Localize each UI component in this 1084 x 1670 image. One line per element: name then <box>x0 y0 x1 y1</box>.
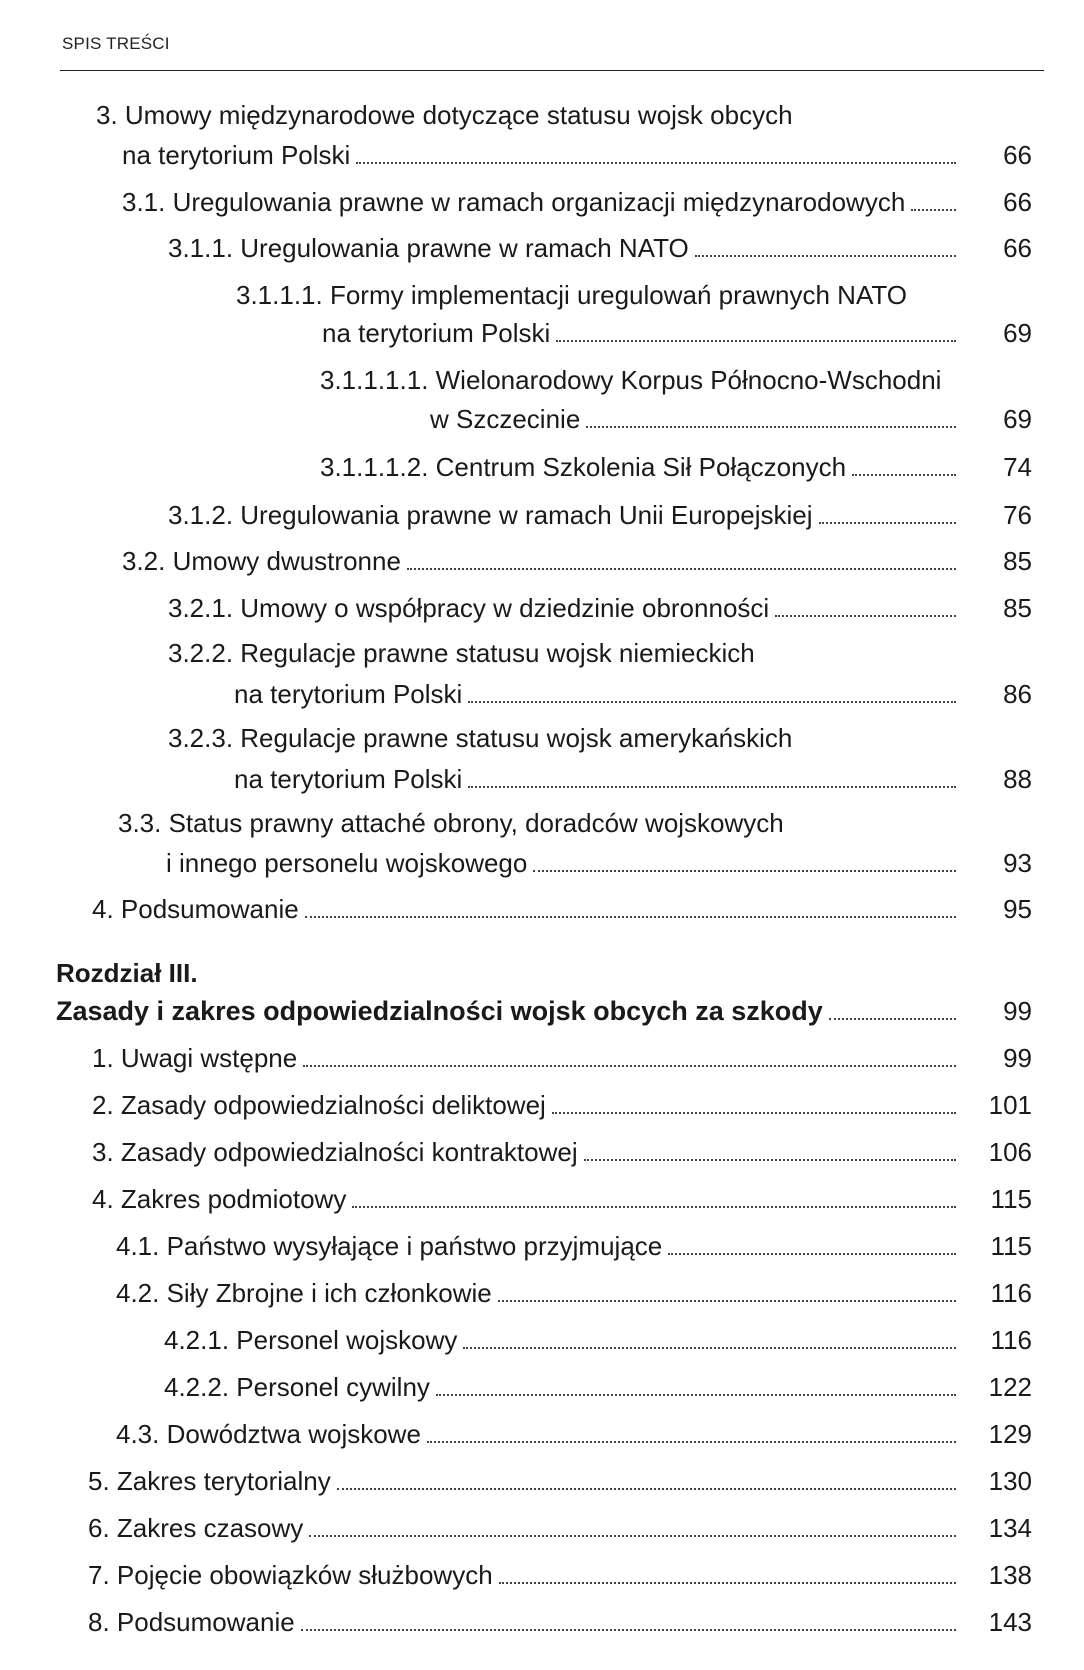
toc-entry-3-2-1[interactable] <box>168 593 1032 623</box>
page-number: 86 <box>1003 679 1032 709</box>
chapter-title: Zasady i zakres odpowiedzialności wojsk obcych za szkody <box>56 996 823 1026</box>
dot-leader <box>556 340 956 342</box>
page-number: 66 <box>1003 187 1032 217</box>
toc-entry-text: w Szczecinie <box>430 404 581 434</box>
page-number: 138 <box>988 1560 1032 1590</box>
dot-leader <box>468 786 956 788</box>
page-number: 99 <box>1003 996 1032 1026</box>
page-number: 74 <box>1003 452 1032 482</box>
page-number: 85 <box>1003 593 1032 623</box>
page-number: 116 <box>990 1278 1032 1308</box>
toc-chapter-3[interactable] <box>56 996 1032 1026</box>
dot-leader <box>775 615 956 617</box>
toc-entry-text: 6. Zakres czasowy <box>88 1513 304 1543</box>
toc-entry-3-1-1[interactable] <box>168 233 1032 263</box>
page-number: 106 <box>988 1137 1032 1167</box>
page-number: 130 <box>988 1466 1032 1496</box>
toc-entry-3-2-2[interactable] <box>234 679 1032 709</box>
toc-entry-7[interactable] <box>88 1560 1032 1590</box>
toc-entry-4-2-2[interactable] <box>164 1372 1032 1402</box>
toc-entry-3-3[interactable] <box>166 848 1032 878</box>
dot-leader <box>309 1535 956 1537</box>
page-number: 143 <box>988 1607 1032 1637</box>
toc-entry-4-2-1[interactable] <box>164 1325 1032 1355</box>
toc-entry-text: 3.1.1. Uregulowania prawne w ramach NATO <box>168 233 689 263</box>
toc-entry-5[interactable] <box>88 1466 1032 1496</box>
toc-entry-8[interactable] <box>88 1607 1032 1637</box>
toc-entry-3-2-3[interactable] <box>234 764 1032 794</box>
dot-leader <box>829 1018 956 1020</box>
toc-entry-3-1-1-1[interactable] <box>322 318 1032 348</box>
dot-leader <box>356 162 956 164</box>
toc-entry-text: 5. Zakres terytorialny <box>88 1466 331 1496</box>
toc-entry-1[interactable] <box>92 1043 1032 1073</box>
dot-leader <box>499 1582 956 1584</box>
page-number: 95 <box>1003 894 1032 924</box>
dot-leader <box>586 426 956 428</box>
toc-entry-6[interactable] <box>88 1513 1032 1543</box>
toc-entry-text: 3.2.1. Umowy o współpracy w dziedzinie obronności <box>168 593 770 623</box>
page-number: 122 <box>988 1372 1032 1402</box>
page-number: 116 <box>990 1325 1032 1355</box>
toc-entry-3[interactable] <box>122 140 1032 170</box>
dot-leader <box>436 1394 956 1396</box>
toc-entry-text: 3. Zasady odpowiedzialności kontraktowej <box>92 1137 578 1167</box>
page-number: 101 <box>988 1090 1032 1120</box>
dot-leader <box>305 916 956 918</box>
dot-leader <box>303 1065 956 1067</box>
running-head: SPIS TREŚCI <box>62 34 170 53</box>
dot-leader <box>819 522 956 524</box>
toc-entry-text: i innego personelu wojskowego <box>166 848 528 878</box>
page-number: 76 <box>1003 500 1032 530</box>
toc-entry-text: 3.1. Uregulowania prawne w ramach organizacji międzynarodowych <box>122 187 906 217</box>
page-number: 99 <box>1003 1043 1032 1073</box>
dot-leader <box>498 1300 956 1302</box>
toc-entry-text: 4.1. Państwo wysyłające i państwo przyjmujące <box>116 1231 663 1261</box>
toc-entry-text: 4. Zakres podmiotowy <box>92 1184 347 1214</box>
dot-leader <box>533 870 956 872</box>
toc-entry-3-1-1-1-1-line1: 3.1.1.1.1. Wielonarodowy Korpus Północno-Wschodni <box>320 365 942 395</box>
toc-entry-4-2[interactable] <box>116 1278 1032 1308</box>
dot-leader <box>468 701 956 703</box>
dot-leader <box>852 474 956 476</box>
toc-entry-3-2[interactable] <box>122 546 1032 576</box>
toc-entry-4-3[interactable] <box>116 1419 1032 1449</box>
toc-entry-3-1[interactable] <box>122 187 1032 217</box>
toc-entry-text: 3.1.1.1.2. Centrum Szkolenia Sił Połączonych <box>320 452 847 482</box>
toc-entry-text: 1. Uwagi wstępne <box>92 1043 298 1073</box>
dot-leader <box>463 1347 956 1349</box>
toc-entry-3-1-1-1-1[interactable] <box>430 404 1032 434</box>
page-number: 66 <box>1003 233 1032 263</box>
page-number: 69 <box>1003 318 1032 348</box>
toc-entry-3-1-1-1-2[interactable] <box>320 452 1032 482</box>
page-number: 134 <box>988 1513 1032 1543</box>
dot-leader <box>352 1206 956 1208</box>
page-number: 115 <box>990 1184 1032 1214</box>
toc-entry-text: 4.3. Dowództwa wojskowe <box>116 1419 421 1449</box>
page-number: 129 <box>988 1419 1032 1449</box>
dot-leader <box>552 1112 956 1114</box>
toc-entry-text: 4.2. Siły Zbrojne i ich członkowie <box>116 1278 492 1308</box>
dot-leader <box>695 255 956 257</box>
toc-entry-3-2-3-line1: 3.2.3. Regulacje prawne statusu wojsk amerykańskich <box>168 723 793 753</box>
toc-entry-3-1-2[interactable] <box>168 500 1032 530</box>
toc-entry-text: 2. Zasady odpowiedzialności deliktowej <box>92 1090 546 1120</box>
page-number: 69 <box>1003 404 1032 434</box>
dot-leader <box>668 1253 956 1255</box>
toc-entry-4-1[interactable] <box>116 1231 1032 1261</box>
page-number: 93 <box>1003 848 1032 878</box>
dot-leader <box>911 209 956 211</box>
toc-entry-3-1-1-1-line1: 3.1.1.1. Formy implementacji uregulowań prawnych NATO <box>236 280 907 310</box>
dot-leader <box>337 1488 956 1490</box>
toc-entry-3-line1: 3. Umowy międzynarodowe dotyczące statusu wojsk obcych <box>96 100 793 130</box>
page-number: 66 <box>1003 140 1032 170</box>
toc-entry-text: 4. Podsumowanie <box>92 894 299 924</box>
toc-entry-text: na terytorium Polski <box>234 679 463 709</box>
toc-entry-text: 8. Podsumowanie <box>88 1607 295 1637</box>
toc-entry-text: na terytorium Polski <box>322 318 551 348</box>
header-rule <box>60 70 1044 71</box>
toc-entry-3-2-2-line1: 3.2.2. Regulacje prawne statusu wojsk niemieckich <box>168 638 755 668</box>
toc-entry-text: 3.1.2. Uregulowania prawne w ramach Unii Europejskiej <box>168 500 813 530</box>
toc-entry-3b[interactable] <box>92 1137 1032 1167</box>
dot-leader <box>407 568 956 570</box>
chapter-label: Rozdział III. <box>56 958 198 988</box>
dot-leader <box>427 1441 956 1443</box>
toc-entry-4b[interactable] <box>92 1184 1032 1214</box>
dot-leader <box>301 1629 956 1631</box>
dot-leader <box>584 1159 956 1161</box>
toc-entry-text: 4.2.1. Personel wojskowy <box>164 1325 458 1355</box>
page-number: 88 <box>1003 764 1032 794</box>
toc-entry-text: 3.2. Umowy dwustronne <box>122 546 401 576</box>
toc-entry-text: na terytorium Polski <box>234 764 463 794</box>
toc-entry-text: 4.2.2. Personel cywilny <box>164 1372 430 1402</box>
toc-entry-2[interactable] <box>92 1090 1032 1120</box>
toc-entry-text: 7. Pojęcie obowiązków służbowych <box>88 1560 493 1590</box>
toc-entry-4[interactable] <box>92 894 1032 924</box>
toc-entry-3-3-line1: 3.3. Status prawny attaché obrony, doradców wojskowych <box>118 808 784 838</box>
page-number: 115 <box>990 1231 1032 1261</box>
page-number: 85 <box>1003 546 1032 576</box>
toc-entry-text: na terytorium Polski <box>122 140 351 170</box>
